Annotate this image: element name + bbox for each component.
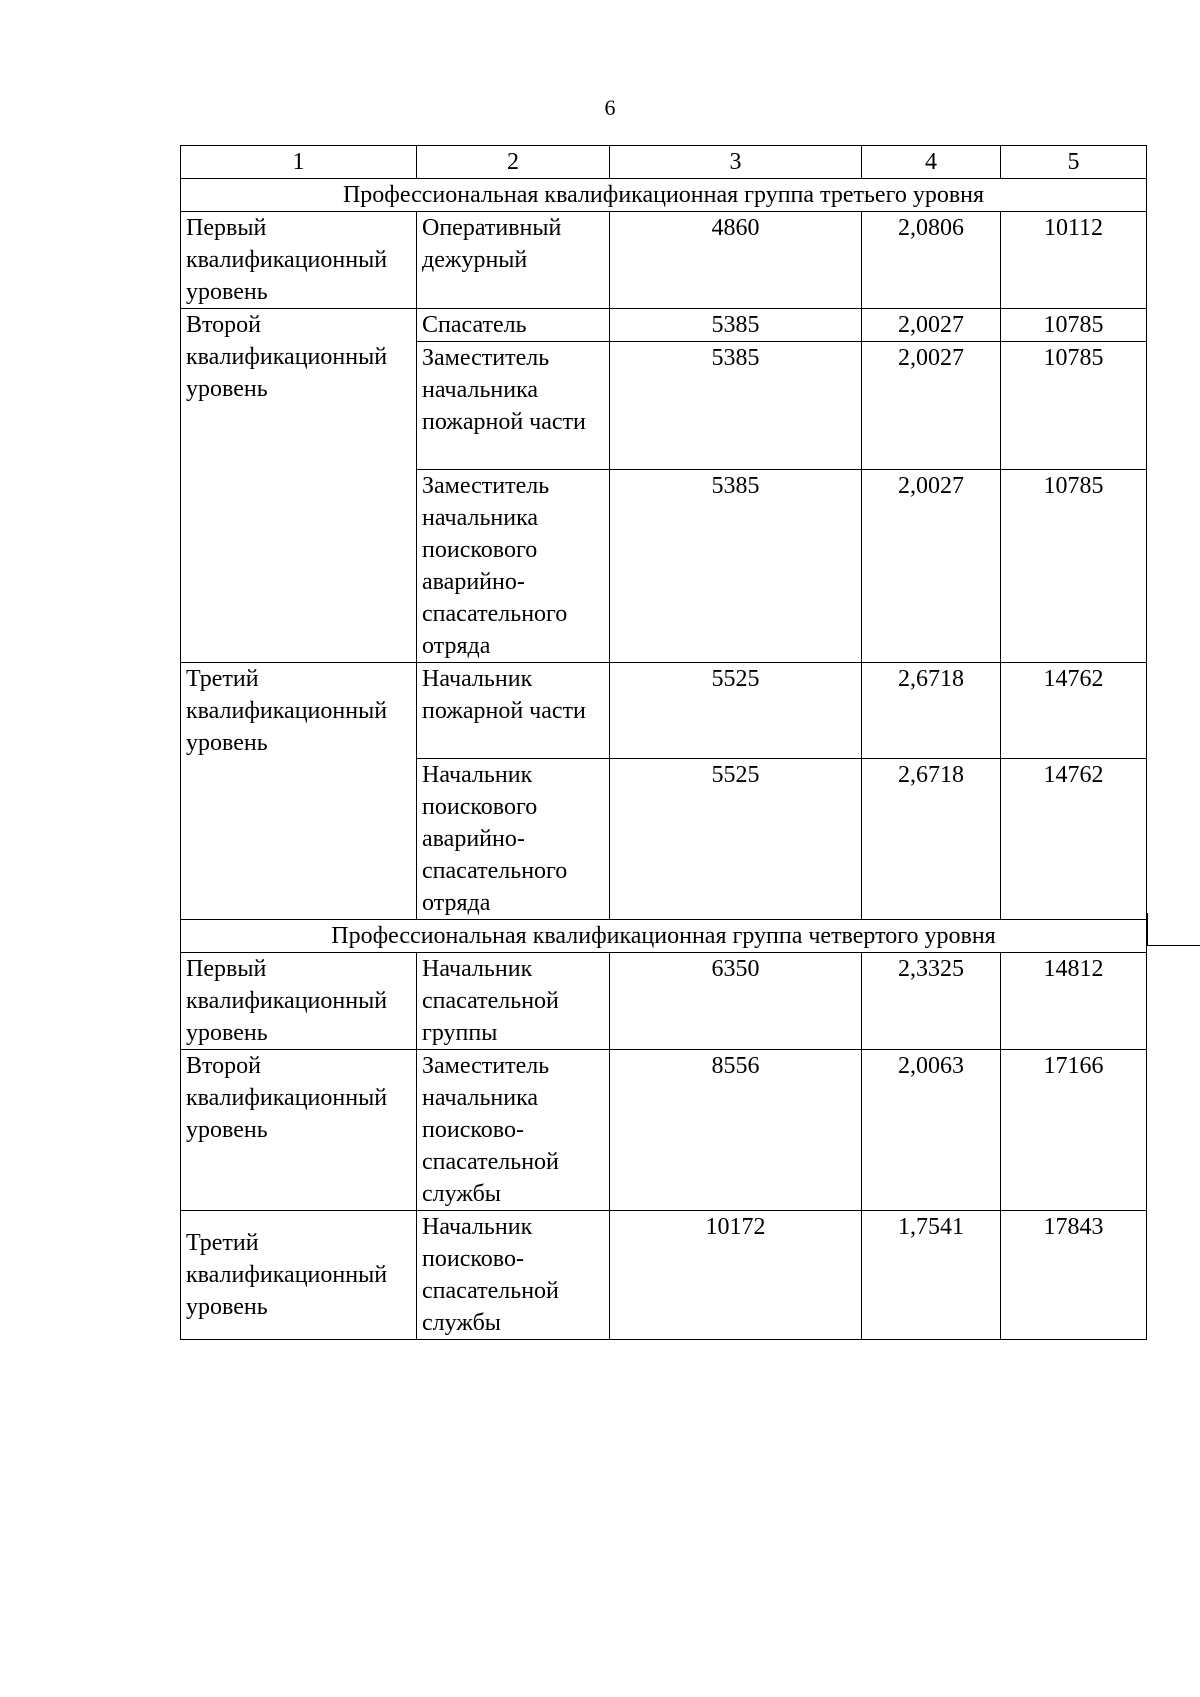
group-header-row — [181, 920, 1147, 953]
column-5-value: 10112 — [1001, 212, 1147, 309]
table-row — [181, 1211, 1147, 1340]
position-name: Оперативный дежурный — [417, 212, 610, 309]
column-5-value: 14812 — [1001, 953, 1147, 1050]
column-4-value: 2,6718 — [862, 663, 1001, 759]
table-row — [181, 212, 1147, 309]
column-4-value: 1,7541 — [862, 1211, 1001, 1340]
qualification-level: Третий квалификационный уровень — [181, 1211, 417, 1340]
column-3-value: 5385 — [610, 309, 862, 342]
position-name: Спасатель — [417, 309, 610, 342]
column-4-value: 2,0027 — [862, 470, 1001, 663]
column-5-value: 10785 — [1001, 470, 1147, 663]
position-name: Начальник поисково-спасательной службы — [417, 1211, 610, 1340]
column-4-value: 2,0027 — [862, 309, 1001, 342]
position-name: Заместитель начальника поисково-спасательной службы — [417, 1050, 610, 1211]
table-row — [181, 1050, 1147, 1211]
column-5-value: 10785 — [1001, 342, 1147, 470]
column-4-value: 2,3325 — [862, 953, 1001, 1050]
column-3-value: 5385 — [610, 342, 862, 470]
column-5-value: 10785 — [1001, 309, 1147, 342]
column-4-value: 2,0063 — [862, 1050, 1001, 1211]
position-name: Начальник пожарной части — [417, 663, 610, 759]
group-title-fourth-level: Профессиональная квалификационная группа четвертого уровня — [181, 920, 1147, 953]
salary-table — [180, 145, 1147, 1340]
column-3-value: 5385 — [610, 470, 862, 663]
column-3-value: 5525 — [610, 663, 862, 759]
column-3-value: 6350 — [610, 953, 862, 1050]
column-5-value: 17843 — [1001, 1211, 1147, 1340]
position-name: Начальник поискового аварийно-спасательного отряда — [417, 759, 610, 920]
column-number: 2 — [417, 146, 610, 179]
column-4-value: 2,6718 — [862, 759, 1001, 920]
column-number: 3 — [610, 146, 862, 179]
position-name: Начальник спасательной группы — [417, 953, 610, 1050]
scan-line-vertical — [1147, 913, 1148, 946]
column-3-value: 4860 — [610, 212, 862, 309]
table-row — [181, 309, 1147, 342]
page-number: 6 — [604, 95, 616, 120]
qualification-level: Второй квалификационный уровень — [181, 309, 417, 663]
qualification-level: Первый квалификационный уровень — [181, 212, 417, 309]
qualification-level: Первый квалификационный уровень — [181, 953, 417, 1050]
column-4-value: 2,0806 — [862, 212, 1001, 309]
position-name: Заместитель начальника пожарной части — [417, 342, 610, 470]
group-header-row — [181, 179, 1147, 212]
column-number-row — [181, 146, 1147, 179]
table-row — [181, 663, 1147, 759]
column-number: 4 — [862, 146, 1001, 179]
column-3-value: 5525 — [610, 759, 862, 920]
column-5-value: 14762 — [1001, 663, 1147, 759]
column-3-value: 8556 — [610, 1050, 862, 1211]
column-4-value: 2,0027 — [862, 342, 1001, 470]
table-row — [181, 953, 1147, 1050]
column-number: 5 — [1001, 146, 1147, 179]
qualification-level: Третий квалификационный уровень — [181, 663, 417, 920]
column-number: 1 — [181, 146, 417, 179]
column-5-value: 14762 — [1001, 759, 1147, 920]
group-title-third-level: Профессиональная квалификационная группа третьего уровня — [181, 179, 1147, 212]
column-5-value: 17166 — [1001, 1050, 1147, 1211]
column-3-value: 10172 — [610, 1211, 862, 1340]
qualification-level: Второй квалификационный уровень — [181, 1050, 417, 1211]
scan-line-horizontal — [1147, 945, 1200, 946]
position-name: Заместитель начальника поискового аварийно-спасательного отряда — [417, 470, 610, 663]
